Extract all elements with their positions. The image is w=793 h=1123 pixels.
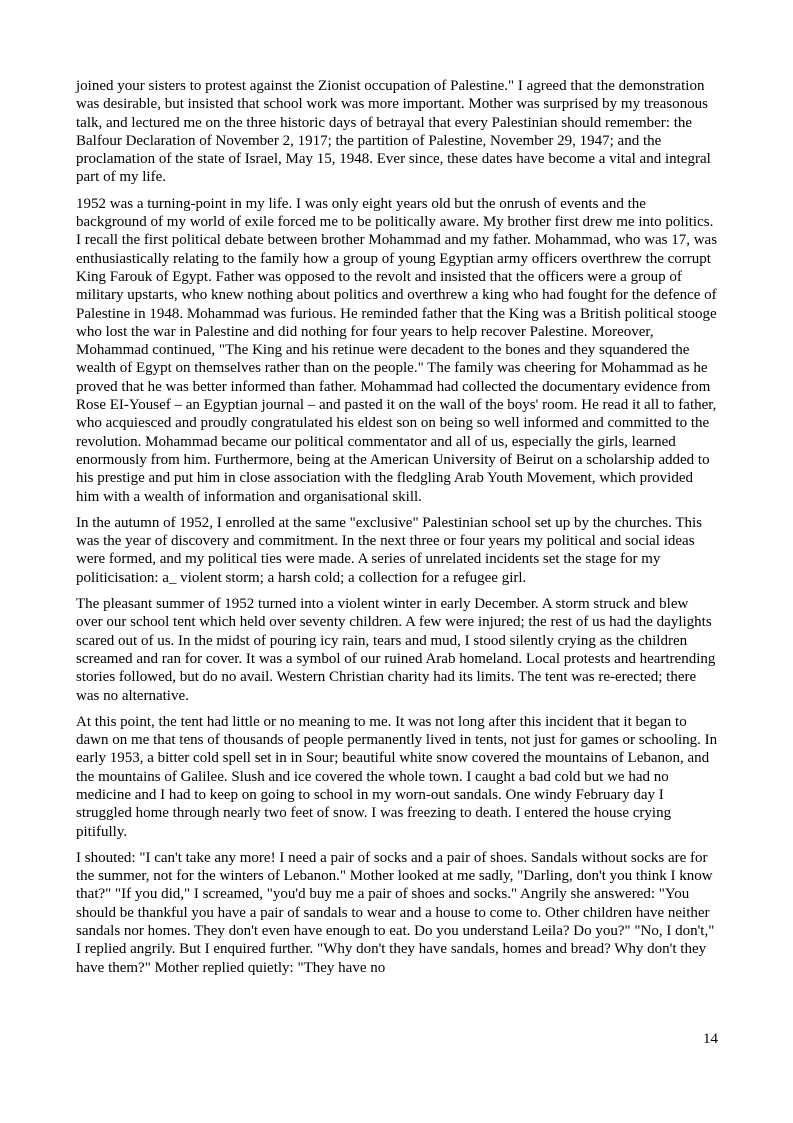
document-body <box>76 77 718 985</box>
paragraph-6: I shouted: "I can't take any more! I need a pair of socks and a pair of shoes. Sandals without socks are for the summer, not for the winters of Lebanon." Mother looked at me sadly, "Darling, don't you think I know that?" "If you did," I screamed, "you'd buy me a pair of shoes and socks." Angrily she answered: "You should be thankful you have a pair of sandals to wear and a house to come to. Other children have neither sandals nor homes. They don't even have enough to eat. Do you understand Leila? Do you?" "No, I don't," I replied angrily. But I enquired further. "Why don't they have sandals, homes and bread? Why don't they have them?" Mother replied quietly: "They have no <box>76 849 715 976</box>
paragraph-3: In the autumn of 1952, I enrolled at the same "exclusive" Palestinian school set up by the churches. This was the year of discovery and commitment. In the next three or four years my political and social ideas were formed, and my political ties were made. A series of unrelated incidents set the stage for my politicisation: a_ violent storm; a harsh cold; a collection for a refugee girl. <box>76 514 702 586</box>
paragraph-1: joined your sisters to protest against the Zionist occupation of Palestine." I agreed that the demonstration was desirable, but insisted that school work was more important. Mother was surprised by my treasonous talk, and lectured me on the three historic days of betrayal that every Palestinian should remember: the Balfour Declaration of November 2, 1917; the partition of Palestine, November 29, 1947; and the proclamation of the state of Israel, May 15, 1948. Ever since, these dates have become a vital and integral part of my life. <box>76 78 711 186</box>
paragraph-2: 1952 was a turning-point in my life. I was only eight years old but the onrush of events and the background of my world of exile forced me to be politically aware. My brother first drew me into politics. I recall the first political debate between brother Mohammad and my father. Mohammad, who was 17, was enthusiastically relating to the family how a group of young Egyptian army officers overthrew the corrupt King Farouk of Egypt. Father was opposed to the revolt and insisted that the officers were a group of military upstarts, who knew nothing about politics and overthrew a king who had fought for the defence of Palestine in 1948. Mohammad was furious. He reminded father that the King was a British political stooge who lost the war in Palestine and did nothing for four years to help recover Palestine. Moreover, Mohammad continued, "The King and his retinue were decadent to the bones and they squandered the wealth of Egypt on themselves rather than on the people." The family was cheering for Mohammad as he proved that he was better informed than father. Mohammad had collected the documentary evidence from Rose EI-Yousef – an Egyptian journal – and pasted it on the wall of the boys' room. He read it all to father, who acquiesced and proudly congratulated his eldest son on being so well informed and committed to the revolution. Mohammad became our political commentator and all of us, especially the girls, learned enormously from him. Furthermore, being at the American University of Beirut on a scholarship added to his prestige and put him in close association with the fledgling Arab Youth Movement, which provided him with a wealth of information and organisational skill. <box>76 195 718 505</box>
page-number: 14 <box>703 1031 718 1047</box>
paragraph-4: The pleasant summer of 1952 turned into a violent winter in early December. A storm struck and blew over our school tent which held over seventy children. A few were injured; the rest of us had the daylights scared out of us. In the midst of pouring icy rain, tears and mud, I stood silently crying as the children screamed and ran for cover. It was a symbol of our ruined Arab homeland. Local protests and heartrending stories followed, but do no avail. Western Christian charity had its limits. The tent was re-erected; there was no alternative. <box>76 596 716 704</box>
paragraph-5: At this point, the tent had little or no meaning to me. It was not long after this incident that it began to dawn on me that tens of thousands of people permanently lived in tents, not just for games or schooling. In early 1953, a bitter cold spell set in in Sour; beautiful white snow covered the mountains of Lebanon, and the mountains of Galilee. Slush and ice covered the whole town. I caught a bad cold but we had no medicine and I had to keep on going to school in my worn-out sandals. One windy February day I struggled home through nearly two feet of snow. I was freezing to death. I entered the house crying pitifully. <box>76 713 718 840</box>
